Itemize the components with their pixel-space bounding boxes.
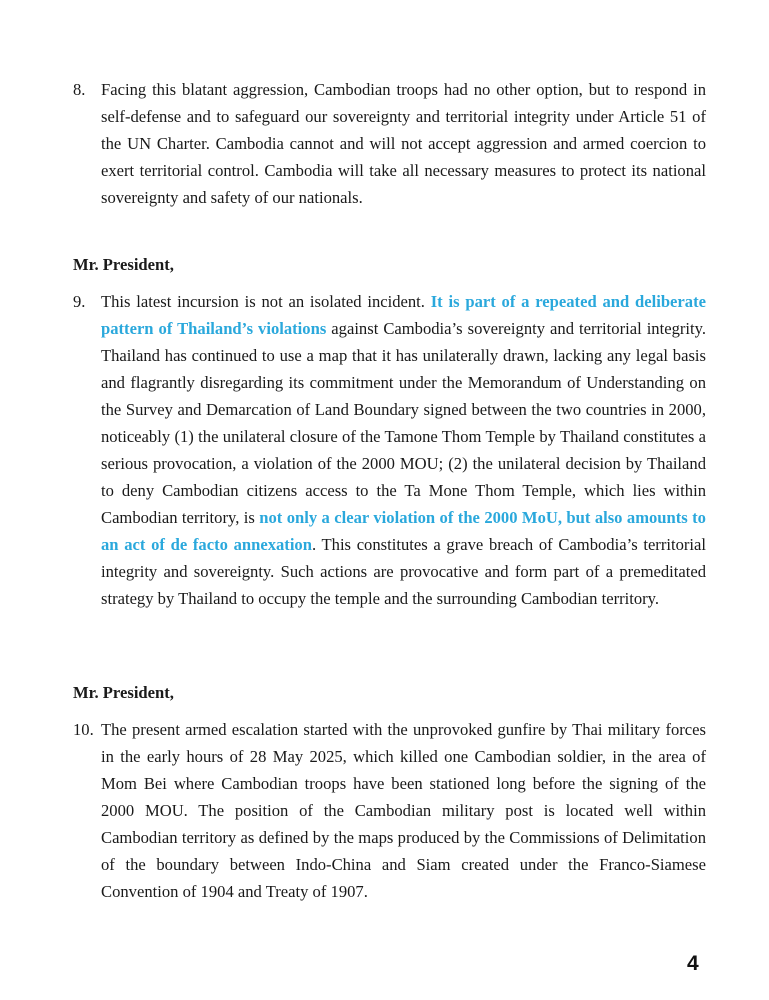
highlighted-text: not only a clear violation of the 2000 MoU, but also amounts to an act of de facto annexation [101, 508, 706, 554]
paragraph-body [101, 288, 706, 612]
paragraph-text: against Cambodia’s sovereignty and territorial integrity. Thailand has continued to use a map that it has unilaterally drawn, lacking any legal basis and flagrantly disregarding its commitment under the Memorandum of Understanding on the Survey and Demarcation of Land Boundary signed between the two countries in 2000, noticeably (1) the unilateral closure of the Tamone Thom Temple by Thailand constitutes a serious provocation, a violation of the 2000 MOU; (2) the unilateral decision by Thailand to deny Cambodian citizens access to the Ta Mone Thom Temple, which lies within Cambodian territory, is [101, 319, 706, 527]
paragraph-text: The present armed escalation started with the unprovoked gunfire by Thai military forces in the early hours of 28 May 2025, which killed one Cambodian soldier, in the area of Mom Bei where Cambodian troops have been stationed long before the signing of the 2000 MOU. The position of the Cambodian military post is located well within Cambodian territory as defined by the maps produced by the Commissions of Delimitation of the boundary between Indo-China and Siam created under the Franco-Siamese Convention of 1904 and Treaty of 1907. [101, 720, 706, 901]
paragraph-number: 8. [73, 80, 86, 99]
paragraph-text: This latest incursion is not an isolated incident. [101, 292, 431, 311]
paragraph-text: . This constitutes a grave breach of Cambodia’s territorial integrity and sovereignty. Such actions are provocative and form part of a premeditated strategy by Thailand to occupy the temple and the surrounding Cambodian territory. [101, 535, 706, 608]
salutation-mr-president: Mr. President, [73, 255, 174, 274]
paragraph-body [101, 76, 706, 211]
paragraph-number: 9. [73, 292, 86, 311]
paragraph-body [101, 716, 706, 905]
salutation-mr-president: Mr. President, [73, 683, 174, 702]
paragraph-10 [73, 716, 706, 905]
paragraph-9 [73, 288, 706, 612]
paragraph-text: Facing this blatant aggression, Cambodian troops had no other option, but to respond in self-defense and to safeguard our sovereignty and territorial integrity under Article 51 of the UN Charter. Cambodia cannot and will not accept aggression and armed coercion to exert territorial control. Cambodia will take all necessary measures to protect its national sovereignty and safety of our nationals. [101, 80, 706, 207]
page-number: 4 [687, 952, 699, 975]
paragraph-number: 10. [73, 720, 94, 739]
highlighted-text: It is part of a repeated and deliberate pattern of Thailand’s violations [101, 292, 706, 338]
paragraph-8 [73, 76, 706, 211]
